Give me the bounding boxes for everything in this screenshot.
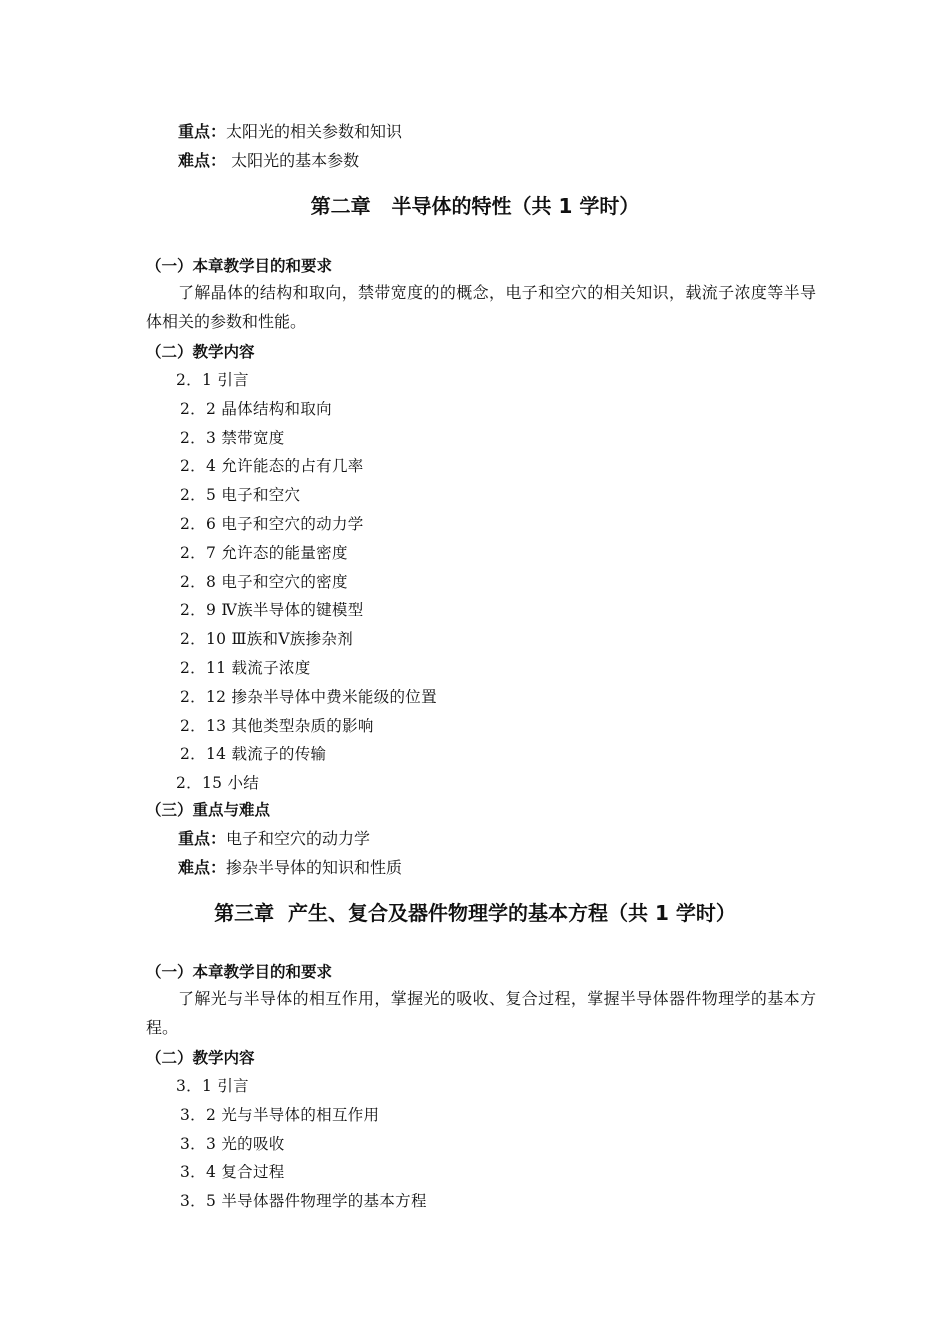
key-point-label: 重点： — [178, 122, 227, 141]
list-item: 2．11 载流子浓度 — [180, 659, 311, 677]
list-item: 2．13 其他类型杂质的影响 — [180, 716, 374, 735]
list-item: 2．2 晶体结构和取向 — [180, 399, 332, 418]
ch2-content-heading: （二）教学内容 — [146, 343, 255, 361]
difficult-point-label: 难点： — [178, 151, 227, 170]
list-item: 2．15 小结 — [176, 774, 260, 793]
list-item: 2．4 允许能态的占有几率 — [180, 457, 364, 476]
list-item: 3．2 光与半导体的相互作用 — [180, 1105, 380, 1124]
ch1-key-point — [178, 122, 402, 142]
key-point-text: 电子和空穴的动力学 — [226, 829, 371, 848]
chapter-3-title: 第三章 产生、复合及器件物理学的基本方程（共 1 学时） — [214, 901, 736, 925]
ch3-goal-text: 了解光与半导体的相互作用，掌握光的吸收、复合过程，掌握半导体器件物理学的基本方程。 — [146, 989, 816, 1037]
ch2-key-point — [178, 829, 370, 849]
ch1-difficult-point — [178, 151, 359, 171]
ch3-goal-heading: （一）本章教学目的和要求 — [146, 963, 333, 981]
list-item: 2．8 电子和空穴的密度 — [180, 572, 348, 591]
list-item: 2．6 电子和空穴的动力学 — [180, 515, 364, 533]
list-item: 3．4 复合过程 — [180, 1163, 285, 1182]
list-item: 2．14 载流子的传输 — [180, 745, 327, 764]
ch2-difficult-point — [178, 858, 402, 878]
key-point-label: 重点： — [178, 829, 227, 848]
ch2-kd-heading: （三）重点与难点 — [146, 801, 271, 819]
difficult-point-label: 难点： — [178, 858, 227, 877]
list-item: 3．3 光的吸收 — [180, 1134, 285, 1153]
list-item: 3．5 半导体器件物理学的基本方程 — [180, 1192, 427, 1211]
ch2-goal-heading: （一）本章教学目的和要求 — [146, 257, 333, 275]
list-item: 2．9 Ⅳ族半导体的键模型 — [180, 601, 364, 620]
list-item: 2．7 允许态的能量密度 — [180, 543, 348, 562]
ch3-content-heading: （二）教学内容 — [146, 1049, 255, 1067]
list-item: 2．3 禁带宽度 — [180, 428, 285, 447]
difficult-point-text: 掺杂半导体的知识和性质 — [226, 858, 403, 877]
list-item: 3．1 引言 — [176, 1077, 249, 1095]
list-item: 2．10 Ⅲ族和Ⅴ族掺杂剂 — [180, 630, 354, 649]
difficult-point-text: 太阳光的基本参数 — [226, 151, 360, 170]
list-item: 2．12 掺杂半导体中费米能级的位置 — [180, 687, 437, 706]
key-point-text: 太阳光的相关参数和知识 — [226, 122, 403, 141]
chapter-2-title: 第二章 半导体的特性（共 1 学时） — [310, 194, 640, 218]
list-item: 2．1 引言 — [176, 371, 249, 389]
ch2-goal-text: 了解晶体的结构和取向，禁带宽度的的概念，电子和空穴的相关知识，载流子浓度等半导体相关的参数和性能。 — [146, 283, 816, 331]
list-item: 2．5 电子和空穴 — [180, 486, 301, 505]
